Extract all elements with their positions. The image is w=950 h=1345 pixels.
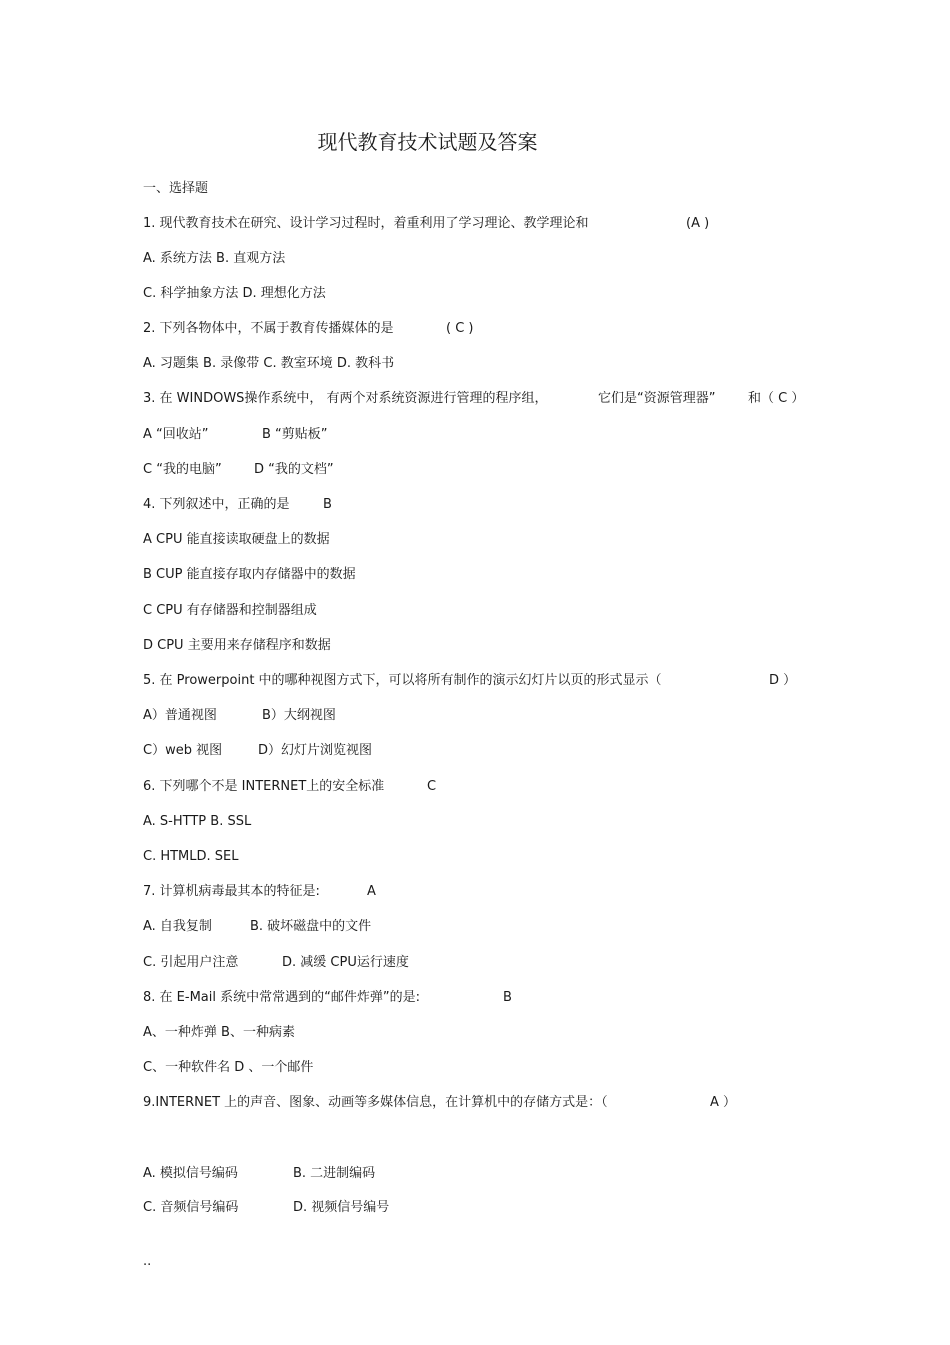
option-c: C. 音频信号编码: [143, 1200, 239, 1215]
option-c: C. 引起用户注意: [143, 955, 239, 970]
question-3-continued: 它们是“资源管理器”: [598, 391, 716, 406]
option-line: A. S-HTTP B. SSL: [143, 814, 252, 829]
question-2: 2. 下列各物体中，不属于教育传播媒体的是: [143, 321, 394, 336]
option-a: A. 模拟信号编码: [143, 1166, 238, 1181]
question-7: 7. 计算机病毒最其本的特征是:: [143, 884, 320, 899]
option-d: D “我的文档”: [254, 462, 334, 477]
option-b: B. 破坏磁盘中的文件: [250, 919, 372, 934]
answer-1: (A ): [686, 216, 710, 231]
option-line: A. 习题集 B. 录像带 C. 教室环境 D. 教科书: [143, 356, 395, 371]
question-4: 4. 下列叙述中，正确的是: [143, 497, 290, 512]
option-line: C. 科学抽象方法 D. 理想化方法: [143, 286, 326, 301]
option-line: C、一种软件名 D 、一个邮件: [143, 1060, 314, 1075]
question-6: 6. 下列哪个不是 INTERNET上的安全标准: [143, 779, 385, 794]
option-a: A. 自我复制: [143, 919, 212, 934]
question-1: 1. 现代教育技术在研究、设计学习过程时，着重利用了学习理论、教学理论和: [143, 216, 589, 231]
option-a: A）普通视图: [143, 708, 217, 723]
answer-9: A ）: [710, 1095, 737, 1110]
option-d: D）幻灯片浏览视图: [258, 743, 373, 758]
section-heading: 一、选择题: [143, 181, 209, 196]
option-c: C “我的电脑”: [143, 462, 222, 477]
option-line: B CUP 能直接存取内存储器中的数据: [143, 567, 356, 582]
option-line: A. 系统方法 B. 直观方法: [143, 251, 286, 266]
option-b: B “剪贴板”: [262, 427, 328, 442]
option-line: C CPU 有存储器和控制器组成: [143, 603, 317, 618]
option-line: C. HTMLD. SEL: [143, 849, 239, 864]
page-title: 现代教育技术试题及答案: [317, 130, 538, 154]
option-b: B. 二进制编码: [293, 1166, 376, 1181]
option-c: C）web 视图: [143, 743, 223, 758]
option-d: D. 减缓 CPU运行速度: [282, 955, 409, 970]
answer-5: D ）: [769, 673, 797, 688]
answer-8: B: [503, 990, 512, 1005]
page-footer-mark: ..: [143, 1254, 152, 1269]
answer-6: C: [427, 779, 437, 794]
option-line: A、一种炸弹 B、一种病素: [143, 1025, 295, 1040]
question-3: 3. 在 WINDOWS操作系统中， 有两个对系统资源进行管理的程序组，: [143, 391, 548, 406]
option-line: A CPU 能直接读取硬盘上的数据: [143, 532, 330, 547]
option-line: D CPU 主要用来存储程序和数据: [143, 638, 331, 653]
answer-4: B: [323, 497, 332, 512]
question-5: 5. 在 Prowerpoint 中的哪种视图方式下，可以将所有制作的演示幻灯片以页的形式显示（: [143, 673, 662, 688]
answer-2: ( C ): [446, 321, 474, 336]
question-9: 9.INTERNET 上的声音、图象、动画等多媒体信息，在计算机中的存储方式是：（: [143, 1095, 608, 1110]
answer-3: 和（ C ）: [748, 391, 805, 406]
question-8: 8. 在 E-Mail 系统中常常遇到的“邮件炸弹”的是:: [143, 990, 420, 1005]
option-a: A “回收站”: [143, 427, 209, 442]
option-d: D. 视频信号编号: [293, 1200, 390, 1215]
answer-7: A: [367, 884, 376, 899]
option-b: B）大纲视图: [262, 708, 336, 723]
